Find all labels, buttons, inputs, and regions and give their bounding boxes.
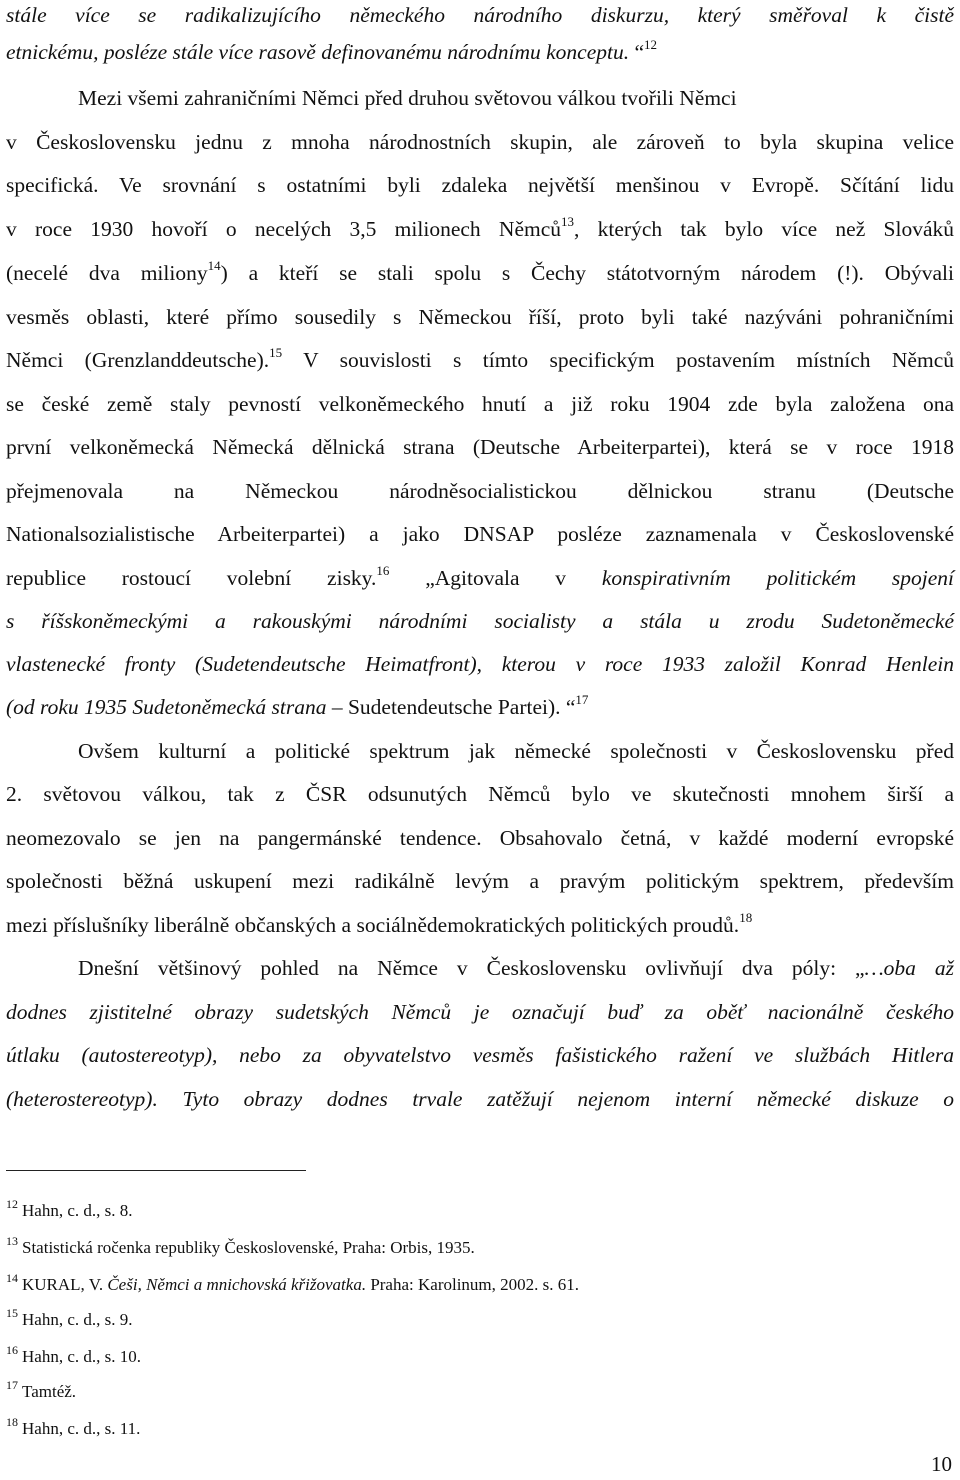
text-line: Mezi všemi zahraničními Němci před druhou světovou válkou tvořili Němci [78, 86, 737, 110]
text-line: s říšskoněmeckými a rakouskými národními socialisty a stála u zrodu Sudetoněmecké [6, 609, 954, 633]
text-line: první velkoněmecká Německá dělnická strana (Deutsche Arbeiterpartei), která se v roce 1918 [6, 435, 954, 459]
footnote [6, 1197, 906, 1222]
text-line: přejmenovala na Německou národněsocialistickou dělnickou stranu (Deutsche [6, 479, 954, 503]
footnote-text: Hahn, c. d., s. 8. [22, 1201, 133, 1220]
footnote [6, 1234, 906, 1259]
page-number: 10 [931, 1452, 952, 1476]
text-line: útlaku (autostereotyp), nebo za obyvatelstvo vesměs fašistického ražení ve službách Hitlera [6, 1043, 954, 1067]
text-line: Němci (Grenzlanddeutsche).$^{15}$ V souvislosti s tímto specifickým postavením místních Němců [6, 344, 954, 372]
text-line: republice rostoucí volební zisky.$^{16}$ „Agitovala v konspirativním politickém spojení [6, 562, 954, 590]
footnote [6, 1378, 906, 1403]
footnote [6, 1306, 906, 1331]
text-line: (heterostereotyp). Tyto obrazy dodnes trvale zatěžují nejenom interní německé diskuze o [6, 1087, 954, 1111]
text-line: stále více se radikalizujícího německého národního diskurzu, který směřoval k čistě [6, 3, 954, 27]
footnote-number: 16 [6, 1343, 18, 1358]
text-line: se české země staly pevností velkoněmeckého hnutí a již roku 1904 zde byla založena ona [6, 392, 954, 416]
footnote-number: 15 [6, 1306, 18, 1321]
footnote [6, 1271, 906, 1296]
footnote-text: Hahn, c. d., s. 10. [22, 1347, 141, 1366]
text-line: v Československu jednu z mnoha národnostních skupin, ale zároveň to byla skupina velice [6, 130, 954, 154]
text-line: vlastenecké fronty (Sudetendeutsche Heimatfront), kterou v roce 1933 založil Konrad Henlein [6, 652, 954, 676]
footnote-text: Statistická ročenka republiky Československé, Praha: Orbis, 1935. [22, 1238, 475, 1257]
footnote-number: 18 [6, 1415, 18, 1430]
text-line: Ovšem kulturní a politické spektrum jak německé společnosti v Československu před [78, 739, 954, 763]
text-line: společnosti běžná uskupení mezi radikálně levým a pravým politickým spektrem, především [6, 869, 954, 893]
text-line: 2. světovou válkou, tak z ČSR odsunutých Němců bylo ve skutečnosti mnohem širší a [6, 782, 954, 806]
footnote-text: KURAL, V. Češi, Němci a mnichovská křižovatka. Praha: Karolinum, 2002. s. 61. [22, 1275, 580, 1294]
text-line: dodnes zjistitelné obrazy sudetských Němců je označují buď za oběť nacionálně českého [6, 1000, 954, 1024]
footnote-text: Hahn, c. d., s. 9. [22, 1310, 133, 1329]
footnote-number: 17 [6, 1378, 18, 1393]
text-line: mezi příslušníky liberálně občanských a sociálnědemokratických politických proudů.$^{18}$ [6, 909, 753, 937]
text-line: Nationalsozialistische Arbeiterpartei) a jako DNSAP posléze zaznamenala v Československé [6, 522, 954, 546]
footnote-text: Tamtéž. [22, 1382, 77, 1401]
footnote [6, 1343, 906, 1368]
text-line: vesměs oblasti, které přímo sousedily s Německou říší, proto byli také nazýváni pohraničními [6, 305, 954, 329]
footnote-number: 13 [6, 1234, 18, 1249]
text-line: Dnešní většinový pohled na Němce v Československu ovlivňují dva póly: „…oba až [78, 956, 954, 980]
text-line: (necelé dva miliony$^{14}$) a kteří se stali spolu s Čechy státotvorným národem (!). Obývali [6, 257, 954, 285]
footnote [6, 1415, 906, 1440]
footnote-number: 14 [6, 1271, 18, 1286]
text-line: etnickému, posléze stále více rasově definovanému národnímu konceptu. “$^{12}$ [6, 36, 658, 64]
text-line: v roce 1930 hovoří o necelých 3,5 milionech Němců$^{13}$, kterých tak bylo více než Slováků [6, 213, 954, 241]
text-line: (od roku 1935 Sudetoněmecká strana – Sudetendeutsche Partei). “$^{17}$ [6, 691, 589, 719]
footnote-separator [6, 1170, 306, 1171]
text-line: neomezovalo se jen na pangermánské tendence. Obsahovalo četná, v každé moderní evropské [6, 826, 954, 850]
text-line: specifická. Ve srovnání s ostatními byli zdaleka největší menšinou v Evropě. Sčítání lidu [6, 173, 954, 197]
footnote-text: Hahn, c. d., s. 11. [22, 1419, 141, 1438]
footnote-number: 12 [6, 1197, 18, 1212]
